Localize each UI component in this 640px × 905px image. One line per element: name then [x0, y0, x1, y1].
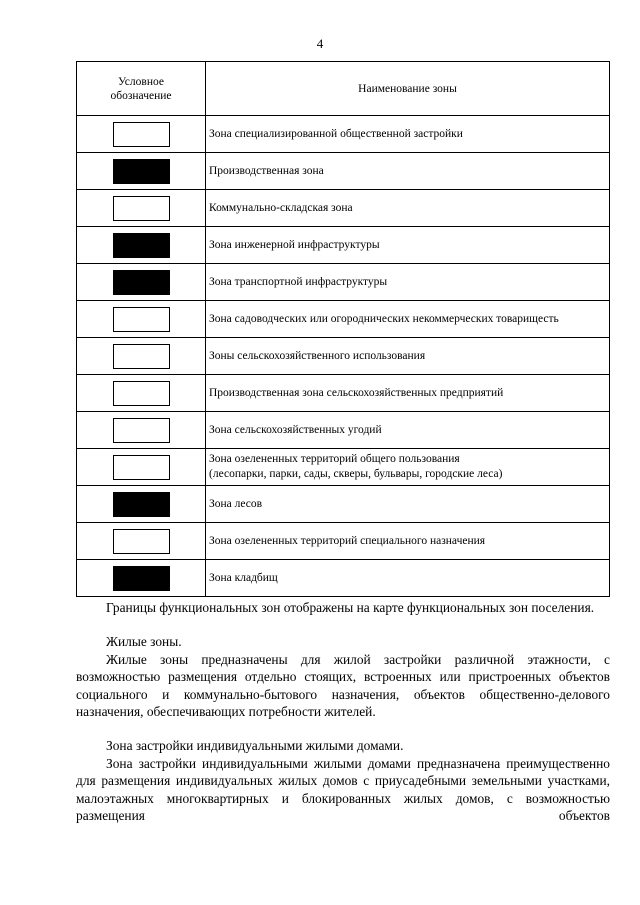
zone-symbol-cell	[77, 116, 206, 153]
zone-name: Зона специализированной общественной застройки	[209, 127, 463, 140]
body-text	[76, 599, 610, 824]
zone-name: Зона озелененных территорий общего пользования	[209, 453, 460, 465]
table-row	[77, 153, 610, 190]
zone-swatch	[113, 455, 170, 480]
table-row	[77, 227, 610, 264]
zone-name-cell	[206, 449, 610, 486]
zone-swatch	[113, 196, 170, 221]
zone-swatch	[113, 270, 170, 295]
zone-swatch	[113, 307, 170, 332]
zone-swatch	[113, 122, 170, 147]
zone-symbol-cell	[77, 264, 206, 301]
zone-name: Зоны сельскохозяйственного использования	[209, 349, 426, 362]
zone-name: Зона сельскохозяйственных угодий	[209, 423, 382, 436]
zone-name-cell	[206, 116, 610, 153]
zone-name: Зона озелененных территорий специального назначения	[209, 534, 486, 547]
table-row	[77, 301, 610, 338]
zone-symbol-cell	[77, 523, 206, 560]
zone-symbol-cell	[77, 412, 206, 449]
zone-name-cell	[206, 375, 610, 412]
zone-name-cell	[206, 301, 610, 338]
zone-swatch	[113, 233, 170, 258]
zone-symbol-cell	[77, 375, 206, 412]
zone-name: Зона лесов	[209, 497, 263, 510]
zone-name: Коммунально-складская зона	[209, 201, 353, 214]
zone-name-cell	[206, 153, 610, 190]
zone-swatch	[113, 418, 170, 443]
table-body	[77, 116, 610, 597]
table-row	[77, 116, 610, 153]
zone-name: Зона садоводческих или огороднических некоммерческих товарищесть	[209, 312, 559, 325]
zone-swatch	[113, 566, 170, 591]
paragraph: Жилые зоны.	[106, 634, 182, 650]
header-name: Наименование зоны	[206, 62, 610, 116]
zone-symbol-cell	[77, 560, 206, 597]
zone-symbol-cell	[77, 190, 206, 227]
table-row	[77, 264, 610, 301]
zone-name-cell	[206, 560, 610, 597]
zone-name-cell	[206, 486, 610, 523]
zone-name: Зона кладбищ	[209, 571, 278, 584]
paragraph: Зона застройки индивидуальными жилыми домами.	[106, 738, 404, 754]
zone-symbol-cell	[77, 449, 206, 486]
zone-symbol-cell	[77, 338, 206, 375]
zone-name-cell	[206, 412, 610, 449]
table-row	[77, 412, 610, 449]
zone-name-cell	[206, 264, 610, 301]
zone-symbol-cell	[77, 153, 206, 190]
paragraph: Границы функциональных зон отображены на карте функциональных зон поселения.	[106, 600, 595, 615]
paragraph: Зона застройки индивидуальными жилыми домами предназначена преимущественно для размещения индивидуальных жилых домов с приусадебными земельными участками, малоэтажных многоквартирных и блокированных жилых домов, с возможностью размещения объектов	[76, 755, 610, 824]
zone-symbol-cell	[77, 301, 206, 338]
table-row	[77, 375, 610, 412]
zone-legend-table	[76, 61, 610, 597]
table-header-row	[77, 62, 610, 116]
zone-symbol-cell	[77, 486, 206, 523]
header-symbol: Условное обозначение	[77, 62, 206, 116]
zone-name-cell	[206, 190, 610, 227]
zone-swatch	[113, 159, 170, 184]
zone-name-cell	[206, 227, 610, 264]
table-row	[77, 190, 610, 227]
zone-name-line2: (лесопарки, парки, сады, скверы, бульвары, городские леса)	[209, 468, 503, 480]
zone-swatch	[113, 529, 170, 554]
table-row	[77, 449, 610, 486]
table-row	[77, 486, 610, 523]
zone-swatch	[113, 344, 170, 369]
zone-swatch	[113, 381, 170, 406]
page-number: 4	[316, 36, 324, 51]
zone-symbol-cell	[77, 227, 206, 264]
table-row	[77, 338, 610, 375]
paragraph: Жилые зоны предназначены для жилой застройки различной этажности, с возможностью размещения отдельно стоящих, встроенных или пристроенных объектов социального и коммунально-бытового назначения, объектов общественно-делового назначения, обеспечивающих потребности жителей.	[76, 651, 610, 720]
zone-name: Производственная зона сельскохозяйственных предприятий	[209, 386, 504, 399]
zone-name-cell	[206, 338, 610, 375]
zone-swatch	[113, 492, 170, 517]
zone-name-cell	[206, 523, 610, 560]
zone-name: Зона инженерной инфраструктуры	[209, 238, 380, 251]
table-row	[77, 560, 610, 597]
zone-name: Производственная зона	[209, 164, 324, 177]
table-row	[77, 523, 610, 560]
zone-name: Зона транспортной инфраструктуры	[209, 275, 388, 288]
